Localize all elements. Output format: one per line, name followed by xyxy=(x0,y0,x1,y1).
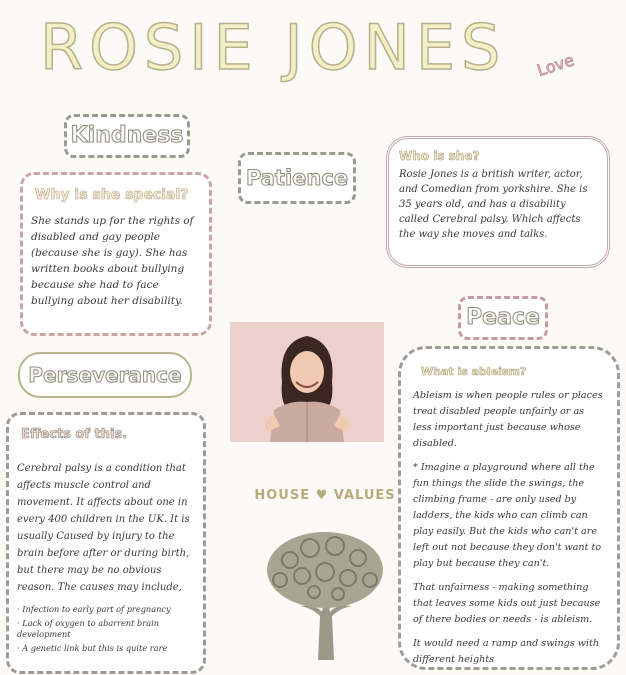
effects-heading: Effects of this. xyxy=(21,427,128,442)
value-patience xyxy=(238,152,356,204)
love-stamp: Love xyxy=(534,50,577,81)
ableism-heading: What is ableism? xyxy=(421,365,527,378)
cause-item: · A genetic link but this is quite rare xyxy=(17,643,168,653)
value-kindness xyxy=(64,114,190,158)
why-special-text: She stands up for the rights of disabled and gay people (because she is gay). She has written books about bullying because she had to face bullying about her disability. xyxy=(31,215,194,307)
causes-list xyxy=(17,604,195,654)
value-perseverance-label: Perseverance xyxy=(28,363,182,387)
effects-box xyxy=(6,412,206,674)
why-special-heading: Why is she special? xyxy=(35,187,189,203)
cause-item: · Infection to early part of pregnancy xyxy=(17,604,171,614)
ableism-paragraph: Ableism is when people rules or places treat disabled people unfairly or as less important just because whose disabled. xyxy=(413,390,603,449)
rosie-jones-photo xyxy=(230,322,384,442)
ableism-box xyxy=(398,346,620,670)
ableism-paragraph: It would need a ramp and swings with different heights xyxy=(413,638,600,665)
ableism-paragraph: That unfairness - making something that leaves some kids out just because of there bodies or needs - is ableism. xyxy=(413,582,601,625)
value-peace xyxy=(458,296,548,340)
tree-icon xyxy=(250,520,400,660)
effects-text: Cerebral palsy is a condition that affects muscle control and movement. It affects about one in every 400 children in the UK. It is usually Caused by injury to the brain before after or during birth, but there may be no obvious reason. The causes may include, xyxy=(17,463,190,593)
value-perseverance xyxy=(18,352,192,398)
why-special-box xyxy=(20,172,212,336)
house-values-label: HOUSE ♥ VALUES xyxy=(254,488,396,503)
who-is-she-text: Rosie Jones is a british writer, actor, and Comedian from yorkshire. She is 35 years old, and has a disability called Cerebral palsy. Which affects the way she moves and talks. xyxy=(399,169,588,240)
portrait-illustration xyxy=(230,322,384,442)
who-is-she-box xyxy=(386,136,610,268)
ableism-paragraph: * Imagine a playground where all the fun things the slide the swings, the climbing frame - are only used by ladders, the kids who can climb can play easily. But the kids who can't are left out not because they don't want to play but because they can't. xyxy=(413,462,602,569)
value-patience-label: Patience xyxy=(245,166,349,190)
who-is-she-heading: Who is she? xyxy=(399,149,480,163)
cause-item: · Lack of oxygen to abarrent brain development xyxy=(17,618,159,639)
value-kindness-label: Kindness xyxy=(70,123,184,148)
poster-title: ROSIE JONES xyxy=(40,11,507,84)
value-peace-label: Peace xyxy=(466,305,540,330)
tree-emblem xyxy=(250,520,400,660)
